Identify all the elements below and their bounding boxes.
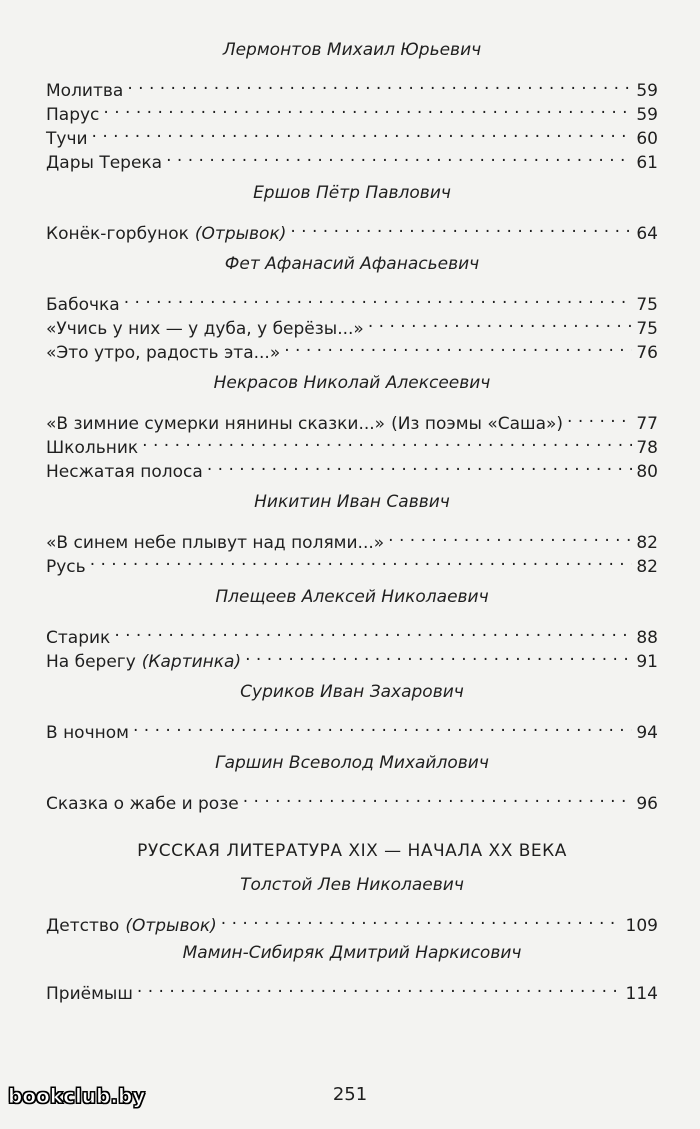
entry-title: Дары Терека	[46, 153, 163, 173]
spacer	[46, 395, 658, 405]
dot-leader	[142, 429, 632, 453]
author-heading: Мамин-Сибиряк Дмитрий Наркисович	[182, 943, 522, 963]
spacer	[46, 667, 658, 680]
toc-entry	[46, 785, 658, 814]
entry-title: Парус	[46, 105, 100, 125]
entry-page-number: 61	[636, 153, 658, 173]
part-heading: РУССКАЯ ЛИТЕРАТУРА XIX — НАЧАЛА XX ВЕКА	[137, 841, 567, 861]
toc-entry	[46, 120, 658, 149]
toc-entry	[46, 524, 658, 553]
author-heading: Толстой Лев Николаевич	[240, 875, 464, 895]
entry-title: Школьник	[46, 438, 139, 458]
entry-title: Сказка о жабе и розе	[46, 794, 239, 814]
toc-entry	[46, 714, 658, 743]
dot-leader	[137, 975, 622, 999]
toc-entry	[46, 975, 658, 1004]
toc-entry	[46, 643, 658, 672]
dot-leader	[245, 643, 632, 667]
dot-leader	[124, 286, 633, 310]
author-heading: Никитин Иван Саввич	[254, 492, 450, 512]
dot-leader	[133, 714, 632, 738]
entry-title: В ночном	[46, 723, 129, 743]
entry-note: (Из поэмы «Саша»)	[391, 414, 564, 434]
dot-leader	[221, 907, 622, 931]
page-number: 251	[332, 1084, 368, 1105]
entry-page-number: 77	[636, 414, 658, 434]
author-heading: Гаршин Всеволод Михайлович	[215, 753, 489, 773]
dot-leader	[290, 215, 632, 239]
spacer	[46, 62, 658, 72]
entry-page-number: 59	[636, 105, 658, 125]
entry-page-number: 109	[625, 916, 658, 936]
dot-leader	[103, 96, 632, 120]
entry-title: Детство	[46, 916, 120, 936]
entry-page-number: 80	[636, 462, 658, 482]
spacer	[46, 704, 658, 714]
spacer	[46, 863, 658, 873]
entry-page-number: 75	[636, 295, 658, 315]
entry-page-number: 64	[636, 224, 658, 244]
entry-page-number: 82	[636, 557, 658, 577]
toc-entry	[46, 548, 658, 577]
toc-entry	[46, 215, 658, 244]
dot-leader	[92, 120, 633, 144]
dot-leader	[284, 334, 632, 358]
entry-page-number: 96	[636, 794, 658, 814]
entry-page-number: 59	[636, 81, 658, 101]
toc-entry	[46, 310, 658, 339]
entry-title: Конёк-горбунок	[46, 224, 189, 244]
entry-page-number: 114	[625, 984, 658, 1004]
author-heading: Лермонтов Михаил Юрьевич	[222, 40, 482, 60]
entry-title: На берегу	[46, 652, 136, 672]
dot-leader	[567, 405, 632, 429]
author-heading: Некрасов Николай Алексеевич	[213, 373, 491, 393]
entry-title: Приёмыш	[46, 984, 133, 1004]
entry-title: Молитва	[46, 81, 124, 101]
entry-page-number: 76	[636, 343, 658, 363]
table-of-contents	[46, 38, 658, 1004]
spacer	[46, 609, 658, 619]
entry-page-number: 75	[636, 319, 658, 339]
entry-title: Несжатая полоса	[46, 462, 203, 482]
dot-leader	[166, 144, 632, 168]
spacer	[46, 205, 658, 215]
watermark-logo: bookclub.by	[8, 1084, 146, 1108]
toc-entry	[46, 96, 658, 125]
entry-page-number: 94	[636, 723, 658, 743]
toc-entry	[46, 907, 658, 936]
dot-leader	[368, 310, 633, 334]
toc-entry	[46, 405, 658, 434]
toc-entry	[46, 144, 658, 173]
spacer	[46, 738, 658, 751]
entry-page-number: 88	[636, 628, 658, 648]
entry-page-number: 91	[636, 652, 658, 672]
entry-note: (Картинка)	[141, 652, 242, 672]
entry-title: Старик	[46, 628, 111, 648]
entry-page-number: 78	[636, 438, 658, 458]
entry-note: (Отрывок)	[125, 916, 217, 936]
author-heading: Фет Афанасий Афанасьевич	[224, 254, 480, 274]
entry-title: «В синем небе плывут над полями...»	[46, 533, 385, 553]
spacer	[46, 572, 658, 585]
dot-leader	[207, 453, 633, 477]
entry-title: «Это утро, радость эта...»	[46, 343, 281, 363]
spacer	[46, 514, 658, 524]
entry-page-number: 60	[636, 129, 658, 149]
entry-title: «В зимние сумерки нянины сказки...»	[46, 414, 386, 434]
spacer	[46, 276, 658, 286]
spacer	[46, 897, 658, 907]
dot-leader	[114, 619, 632, 643]
dot-leader	[388, 524, 632, 548]
entry-title: Русь	[46, 557, 86, 577]
entry-title: Тучи	[46, 129, 88, 149]
toc-entry	[46, 72, 658, 101]
entry-page-number: 82	[636, 533, 658, 553]
entry-note: (Отрывок)	[194, 224, 287, 244]
toc-entry	[46, 286, 658, 315]
dot-leader	[90, 548, 633, 572]
entry-title: «Учись у них — у дуба, у берёзы...»	[46, 319, 364, 339]
author-heading: Ершов Пётр Павлович	[253, 183, 451, 203]
dot-leader	[243, 785, 633, 809]
toc-entry	[46, 619, 658, 648]
author-heading: Плещеев Алексей Николаевич	[215, 587, 489, 607]
dot-leader	[127, 72, 632, 96]
spacer	[46, 965, 658, 975]
spacer	[46, 775, 658, 785]
author-heading: Суриков Иван Захарович	[240, 682, 464, 702]
entry-title: Бабочка	[46, 295, 120, 315]
